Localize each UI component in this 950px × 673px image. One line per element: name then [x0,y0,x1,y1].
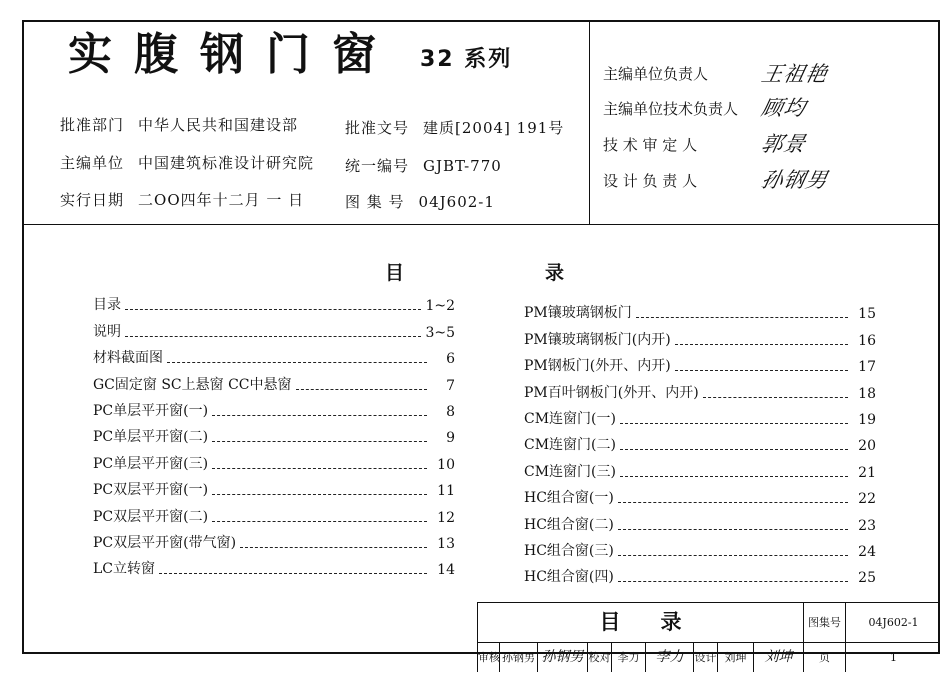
toc-item-name: HC组合窗(三) [524,542,614,559]
design-name: 刘坤 [718,643,754,672]
review-label: 审核 [478,643,500,672]
info-editor-unit [60,152,314,173]
page-title: 实腹钢门窗 [68,29,398,80]
list-item[interactable] [524,402,876,428]
toc-leader [620,423,848,424]
toc-leader [636,317,848,318]
toc-item-name: PC单层平开窗(三) [93,455,209,472]
toc-leader [167,362,427,363]
toc-leader [125,309,421,310]
toc-leader [618,555,848,556]
list-item[interactable] [93,420,455,446]
signature-row-review [603,134,761,155]
list-item[interactable] [93,526,455,552]
toc-item-page: 11 [437,483,455,500]
info-value: GJBT-770 [423,157,502,175]
toc-item-name: PM镶玻璃钢板门 [524,305,632,322]
toc-leader [675,370,848,371]
list-item[interactable] [524,507,876,533]
toc-title-right: 录 [545,262,565,284]
toc-item-name: PM百叶钢板门(外开、内开) [524,384,699,401]
info-approving-dept [60,114,298,135]
toc-item-name: LC立转窗 [93,561,156,578]
toc-item-page: 19 [858,411,876,428]
list-item[interactable] [93,552,455,578]
check-signature: 李力 [646,643,694,672]
info-label: 主编单位 [60,154,125,172]
review-signature: 孙钢男 [538,643,588,672]
toc-item-name: HC组合窗(四) [524,569,614,586]
header-vertical-divider [589,22,590,224]
toc-leader [212,415,427,416]
signature-review: 郭景 [759,132,809,156]
signature-label: 设 计 负 责 人 [603,172,698,190]
info-value: 二OO四年十二月 一 日 [138,191,305,209]
check-label: 校对 [588,643,612,672]
title-block-title [478,603,804,642]
list-item[interactable] [524,454,876,480]
info-value: 中国建筑标准设计研究院 [138,154,315,172]
title-block [477,602,940,672]
toc-item-name: GC固定窗 SC上悬窗 CC中悬窗 [93,376,292,393]
toc-item-name: 说明 [93,323,121,340]
toc-item-name: PM镶玻璃钢板门(内开) [524,331,671,348]
toc-item-page: 17 [858,359,876,376]
toc-item-name: HC组合窗(二) [524,516,614,533]
signature-tech: 顾均 [759,96,809,120]
info-unified-number [345,155,502,176]
toc-leader [212,441,427,442]
signature-label: 主编单位负责人 [603,65,709,83]
toc-left-column [93,288,455,578]
toc-item-page: 24 [858,543,876,560]
toc-leader [125,336,421,337]
review-name: 孙钢男 [500,643,538,672]
toc-item-name: PC双层平开窗(一) [93,482,209,499]
toc-item-page: 20 [858,438,876,455]
info-label: 实行日期 [60,191,125,209]
toc-item-page: 18 [858,385,876,402]
title-block-title-text: 目录 [599,610,722,634]
atlas-number-value: 04J602-1 [868,616,919,629]
signature-chief: 王祖艳 [759,62,831,86]
list-item[interactable] [93,473,455,499]
design-label: 设计 [694,643,718,672]
info-label: 批准部门 [60,116,125,134]
toc-item-name: PC单层平开窗(一) [93,402,209,419]
list-item[interactable] [524,349,876,375]
atlas-number-label: 图集号 [804,603,846,642]
toc-item-name: 目录 [93,297,121,314]
toc-title-left: 目 [385,262,405,284]
list-item[interactable] [524,296,876,322]
toc-leader [703,397,848,398]
toc-item-name: CM连窗门(三) [524,463,616,480]
design-signature: 刘坤 [754,643,804,672]
toc-item-page: 22 [858,491,876,508]
toc-item-page: 21 [858,464,876,481]
toc-item-page: 8 [446,403,455,420]
toc-item-name: PC双层平开窗(二) [93,508,209,525]
info-effective-date [60,189,304,210]
toc-leader [620,449,848,450]
list-item[interactable] [524,481,876,507]
toc-leader [620,476,848,477]
toc-item-page: 3~5 [425,324,455,341]
list-item[interactable] [524,534,876,560]
series-label: 32 系列 [420,47,513,72]
signature-row-tech [603,98,761,119]
info-value: 中华人民共和国建设部 [138,116,299,134]
list-item[interactable] [93,341,455,367]
list-item[interactable] [93,288,455,314]
info-label: 图 集 号 [345,193,405,211]
toc-item-page: 6 [446,351,455,368]
toc-leader [212,521,427,522]
toc-item-name: 材料截面图 [93,350,163,367]
info-approval-number [345,117,564,138]
list-item[interactable] [93,314,455,340]
toc-item-page: 13 [437,535,455,552]
page-label: 页 [804,643,846,672]
toc-item-page: 12 [437,509,455,526]
toc-leader [618,529,848,530]
list-item[interactable] [93,499,455,525]
toc-item-page: 15 [858,306,876,323]
toc-leader [159,573,427,574]
toc-right-column [524,296,876,586]
toc-item-page: 7 [446,377,455,394]
signature-row-design [603,170,761,191]
list-item[interactable] [524,375,876,401]
header-divider [24,224,938,225]
toc-item-page: 25 [858,570,876,587]
title-block-signature-row [478,642,940,673]
toc-item-page: 16 [858,332,876,349]
info-atlas-number [345,191,495,212]
toc-item-page: 23 [858,517,876,534]
signature-label: 主编单位技术负责人 [603,100,739,118]
info-value: 建质[2004] 191号 [423,119,565,137]
toc-item-name: PC单层平开窗(二) [93,429,209,446]
info-label: 批准文号 [345,119,410,137]
list-item[interactable] [93,446,455,472]
toc-item-name: CM连窗门(一) [524,410,616,427]
toc-leader [296,389,427,390]
list-item[interactable] [93,367,455,393]
signature-design: 孙钢男 [759,168,831,192]
info-value: 04J602-1 [418,193,495,211]
toc-leader [618,502,848,503]
toc-item-name: PC双层平开窗(带气窗) [93,534,237,551]
toc-leader [240,547,427,548]
toc-leader [618,581,848,582]
list-item[interactable] [524,428,876,454]
toc-item-page: 10 [437,456,455,473]
toc-item-name: PM钢板门(外开、内开) [524,358,671,375]
toc-leader [212,494,427,495]
toc-item-page: 9 [446,430,455,447]
toc-leader [212,468,427,469]
list-item[interactable] [524,560,876,586]
signature-label: 技 术 审 定 人 [603,136,698,154]
list-item[interactable] [93,394,455,420]
toc-item-page: 1~2 [425,298,455,315]
toc-leader [675,344,848,345]
toc-item-name: HC组合窗(一) [524,490,614,507]
check-name: 李力 [612,643,646,672]
toc-item-name: CM连窗门(二) [524,437,616,454]
list-item[interactable] [524,322,876,348]
toc-item-page: 14 [437,562,455,579]
signature-row-chief [603,63,761,84]
info-label: 统一编号 [345,157,410,175]
page-value: 1 [890,651,897,664]
